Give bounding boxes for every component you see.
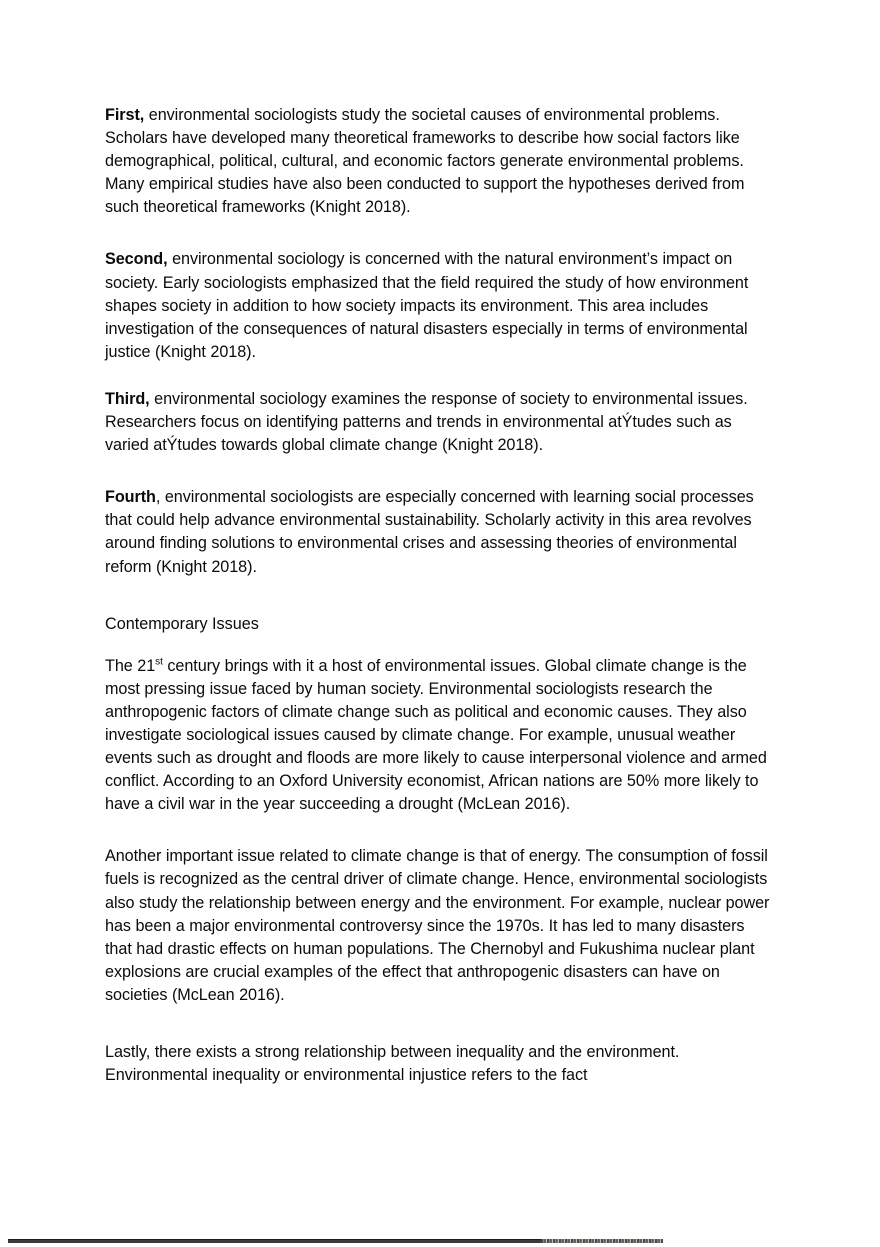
paragraph-point-first	[105, 104, 772, 219]
paragraph-lead-in: Third,	[105, 389, 150, 408]
paragraph-point-second	[105, 248, 772, 363]
paragraph-21st-century	[105, 655, 772, 817]
page-bottom-divider	[8, 1239, 541, 1243]
page-bottom-divider-tail	[541, 1239, 663, 1243]
paragraph-point-fourth	[105, 486, 772, 578]
paragraph-text-after-ordinal: century brings with it a host of environmental issues. Global climate change is the most pressing issue faced by human society. Environmental sociologists research the anthropogenic factors of climate change such as political and economic causes. They also investigate sociological issues caused by climate change. For example, unusual weather events such as drought and floods are more likely to cause interpersonal violence and armed conflict. According to an Oxford University economist, African nations are 50% more likely to have a civil war in the year succeeding a drought (McLean 2016).	[105, 656, 767, 814]
paragraph-spacer	[105, 1031, 772, 1041]
paragraph-lead-in: Second,	[105, 250, 168, 269]
document-body	[105, 104, 772, 1111]
paragraph-text: , environmental sociologists are especially concerned with learning social processes that could help advance environmental sustainability. Scholarly activity in this area revolves around finding solutions to environmental crises and assessing theories of environmental reform (Knight 2018).	[105, 488, 754, 576]
paragraph-text-before-ordinal: The	[105, 656, 138, 675]
century-number: 21	[137, 656, 156, 675]
paragraph-energy: Another important issue related to climate change is that of energy. The consumption of fossil fuels is recognized as the central driver of climate change. Hence, environmental sociologists also study the relationship between energy and the environment. For example, nuclear power has been a major environmental controversy since the 1970s. It has led to many disasters that had drastic effects on human populations. The Chernobyl and Fukushima nuclear plant explosions are crucial examples of the effect that anthropogenic disasters can have on societies (McLean 2016).	[105, 847, 770, 1004]
paragraph-inequality: Lastly, there exists a strong relationship between inequality and the environment. Environmental inequality or environmental injustice refers to the fact	[105, 1043, 680, 1085]
ordinal-suffix: st	[155, 656, 163, 668]
paragraph-lead-in: First,	[105, 106, 145, 124]
paragraph-text: environmental sociologists study the societal causes of environmental problems. Scholars have developed many theoretical frameworks to describe how social factors like demographical, political, cultural, and economic factors generate environmental problems. Many empirical studies have also been conducted to support the hypotheses derived from such theoretical frameworks (Knight 2018).	[105, 106, 745, 217]
paragraph-point-third	[105, 388, 772, 457]
paragraph-text: environmental sociology is concerned with the natural environment’s impact on society. Early sociologists emphasized that the field required the study of how environment shapes society in addition to how society impacts its environment. This area includes investigation of the consequences of natural disasters especially in terms of environmental justice (Knight 2018).	[105, 250, 749, 361]
section-spacer	[105, 603, 772, 613]
paragraph-text: environmental sociology examines the response of society to environmental issues. Researchers focus on identifying patterns and trends in environmental atÝtudes such as varied atÝtudes towards global climate change (Knight 2018).	[105, 389, 748, 455]
section-heading-contemporary-issues: Contemporary Issues	[105, 614, 259, 633]
paragraph-lead-in: Fourth	[105, 488, 156, 507]
